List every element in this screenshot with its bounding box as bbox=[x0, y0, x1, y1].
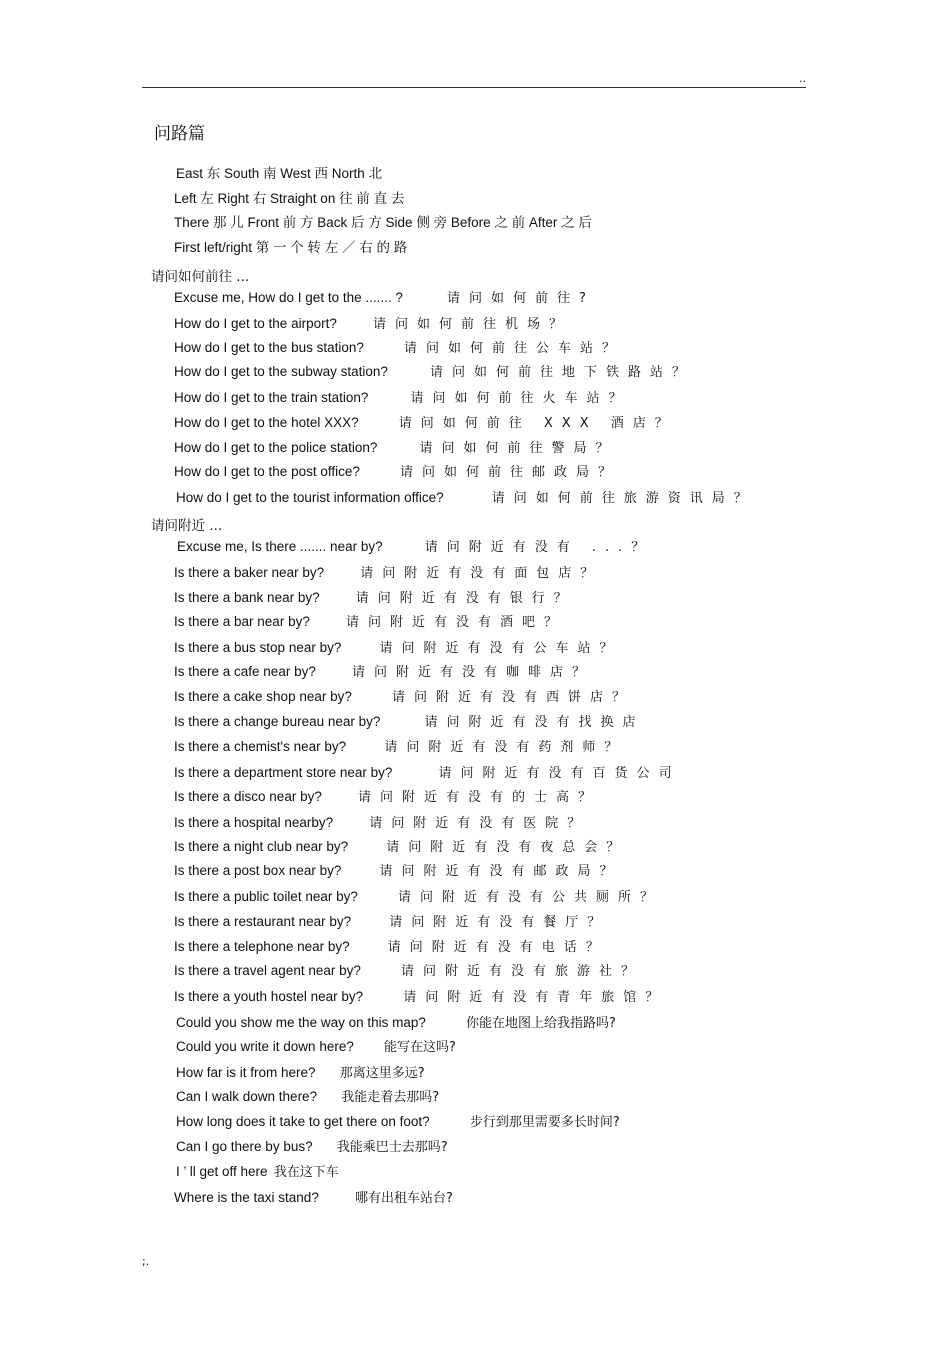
phrase-row bbox=[176, 1039, 456, 1056]
phrase-row bbox=[174, 316, 571, 333]
phrase-zh: 请问如何前往火车站？ bbox=[410, 391, 631, 406]
vocab-line: There 那 儿 Front 前 方 Back 后 方 Side 侧 旁 Before 之 前 After 之 后 bbox=[174, 215, 592, 230]
phrase-row bbox=[174, 789, 600, 806]
phrase-row bbox=[176, 1065, 425, 1082]
phrase-row bbox=[174, 340, 624, 357]
phrase-zh: 请问如何前往地下铁路站？ bbox=[430, 365, 695, 380]
phrase-zh: 请问附近有没有咖啡店？ bbox=[351, 665, 594, 680]
phrase-en: I ’ ll get off here bbox=[176, 1164, 268, 1179]
phrase-zh: 请问附近有没有公车站？ bbox=[379, 641, 622, 656]
phrase-zh: 请问如何前往邮政局？ bbox=[400, 465, 621, 480]
phrase-row bbox=[174, 863, 622, 880]
phrase-en: How do I get to the post office? bbox=[174, 464, 360, 479]
phrase-zh: 请问附近有没有邮政局？ bbox=[379, 864, 622, 879]
phrase-en: Is there a change bureau near by? bbox=[174, 714, 381, 729]
phrase-en: Excuse me, Is there ....... near by? bbox=[177, 539, 383, 554]
phrase-row bbox=[174, 815, 589, 832]
phrase-zh: 请问如何前往旅游资讯局？ bbox=[491, 491, 756, 506]
phrase-en: How do I get to the airport? bbox=[174, 316, 337, 331]
phrase-zh: 请问附近有没有面包店？ bbox=[360, 566, 603, 581]
phrase-zh: 请问如何前往 XXX 酒店？ bbox=[398, 416, 677, 431]
phrase-en: Is there a chemist's near by? bbox=[174, 739, 347, 754]
phrase-en: Is there a restaurant near by? bbox=[174, 914, 352, 929]
phrase-zh: 那离这里多远? bbox=[339, 1066, 425, 1081]
phrase-en: Is there a telephone near by? bbox=[174, 939, 350, 954]
phrase-zh: 你能在地图上给我指路吗? bbox=[466, 1016, 616, 1031]
phrase-en: How do I get to the train station? bbox=[174, 390, 369, 405]
vocab-line: East 东 South 南 West 西 North 北 bbox=[176, 166, 383, 181]
phrase-en: Is there a department store near by? bbox=[174, 765, 393, 780]
phrase-zh: 请问附近有没有 ...？ bbox=[424, 540, 654, 555]
phrase-zh: 请问如何前往? bbox=[447, 291, 595, 306]
phrase-row bbox=[176, 1015, 616, 1032]
phrase-row bbox=[174, 714, 645, 731]
section-heading-nearby: 请问附近 ... bbox=[151, 518, 223, 534]
phrase-zh: 请问附近有没有银行？ bbox=[355, 591, 576, 606]
vocab-line: First left/right 第 一 个 转 左 ／ 右 的 路 bbox=[174, 240, 408, 255]
phrase-en: Is there a baker near by? bbox=[174, 565, 325, 580]
phrase-en: How do I get to the police station? bbox=[174, 440, 378, 455]
phrase-zh: 请问附近有没有夜总会？ bbox=[386, 840, 629, 855]
phrase-row bbox=[176, 1089, 439, 1106]
page-title: 问路篇 bbox=[154, 124, 205, 144]
header-rule bbox=[142, 87, 806, 88]
phrase-en: Is there a post box near by? bbox=[174, 863, 342, 878]
phrase-zh: 步行到那里需要多长时间? bbox=[469, 1115, 620, 1130]
phrase-en: How do I get to the bus station? bbox=[174, 340, 364, 355]
phrase-zh: 我能走着去那吗? bbox=[341, 1090, 440, 1105]
phrase-zh: 请问附近有没有药剂师？ bbox=[384, 740, 627, 755]
phrase-en: Is there a bank near by? bbox=[174, 590, 320, 605]
phrase-row bbox=[174, 640, 622, 657]
phrase-en: Is there a cake shop near by? bbox=[174, 689, 352, 704]
phrase-row bbox=[174, 963, 643, 980]
phrase-en: Can I walk down there? bbox=[176, 1089, 318, 1104]
phrase-row bbox=[174, 415, 677, 432]
phrase-row bbox=[174, 290, 595, 307]
phrase-row bbox=[176, 490, 756, 507]
phrase-row bbox=[176, 1164, 339, 1181]
phrase-zh: 请问附近有没有医院？ bbox=[369, 816, 590, 831]
header-dots: .. bbox=[799, 72, 806, 85]
phrase-en: How do I get to the tourist information office? bbox=[176, 490, 444, 505]
phrase-zh: 我在这下车 bbox=[273, 1165, 339, 1180]
phrase-en: How do I get to the subway station? bbox=[174, 364, 388, 379]
phrase-en: Can I go there by bus? bbox=[176, 1139, 313, 1154]
phrase-en: Is there a hospital nearby? bbox=[174, 815, 334, 830]
phrase-row bbox=[174, 390, 631, 407]
phrase-row bbox=[174, 889, 662, 906]
phrase-row bbox=[174, 689, 634, 706]
phrase-en: Could you write it down here? bbox=[176, 1039, 354, 1054]
phrase-row bbox=[176, 1139, 448, 1156]
phrase-en: Could you show me the way on this map? bbox=[176, 1015, 426, 1030]
phrase-en: Where is the taxi stand? bbox=[174, 1190, 319, 1205]
phrase-row bbox=[174, 989, 667, 1006]
phrase-row bbox=[174, 939, 608, 956]
phrase-en: How long does it take to get there on foot? bbox=[176, 1114, 430, 1129]
phrase-en: Excuse me, How do I get to the ....... ? bbox=[174, 290, 403, 305]
phrase-zh: 请问附近有没有的士高？ bbox=[357, 790, 600, 805]
phrase-row bbox=[174, 914, 609, 931]
phrase-en: Is there a cafe near by? bbox=[174, 664, 316, 679]
phrase-en: How do I get to the hotel XXX? bbox=[174, 415, 359, 430]
phrase-en: Is there a bus stop near by? bbox=[174, 640, 342, 655]
phrase-zh: 请问附近有没有餐厅？ bbox=[389, 915, 610, 930]
phrase-zh: 请问如何前往公车站？ bbox=[404, 341, 625, 356]
phrase-row bbox=[174, 1190, 453, 1207]
phrase-row bbox=[176, 1114, 620, 1131]
phrase-row bbox=[174, 664, 594, 681]
phrase-zh: 请问附近有没有酒吧？ bbox=[345, 615, 566, 630]
phrase-row bbox=[174, 839, 628, 856]
phrase-en: Is there a public toilet near by? bbox=[174, 889, 358, 904]
phrase-en: Is there a night club near by? bbox=[174, 839, 349, 854]
phrase-zh: 请问附近有没有旅游社？ bbox=[401, 964, 644, 979]
phrase-en: Is there a youth hostel near by? bbox=[174, 989, 364, 1004]
section-heading-how-to-get: 请问如何前往 ... bbox=[151, 269, 250, 285]
phrase-zh: 请问附近有没有公共厕所？ bbox=[398, 890, 663, 905]
footer-mark: ;. bbox=[142, 1255, 150, 1268]
vocab-line: Left 左 Right 右 Straight on 往 前 直 去 bbox=[174, 191, 405, 206]
phrase-row bbox=[174, 464, 620, 481]
phrase-row bbox=[174, 364, 694, 381]
phrase-row bbox=[174, 739, 626, 756]
phrase-en: Is there a travel agent near by? bbox=[174, 963, 361, 978]
phrase-row bbox=[174, 614, 566, 631]
phrase-zh: 请问附近有没有西饼店？ bbox=[392, 690, 635, 705]
phrase-row bbox=[174, 565, 602, 582]
phrase-zh: 请问如何前往机场？ bbox=[372, 317, 571, 332]
phrase-zh: 请问如何前往警局？ bbox=[419, 441, 618, 456]
phrase-zh: 请问附近有没有找换店 bbox=[424, 715, 645, 730]
phrase-zh: 我能乘巴士去那吗? bbox=[336, 1140, 448, 1155]
phrase-en: How far is it from here? bbox=[176, 1065, 316, 1080]
phrase-row bbox=[177, 539, 653, 556]
phrase-en: Is there a disco near by? bbox=[174, 789, 322, 804]
phrase-en: Is there a bar near by? bbox=[174, 614, 310, 629]
phrase-zh: 请问附近有没有电话？ bbox=[387, 940, 608, 955]
phrase-row bbox=[174, 765, 681, 782]
phrase-zh: 请问附近有没有百货公司 bbox=[438, 766, 681, 781]
phrase-row bbox=[174, 440, 618, 457]
phrase-zh: 能写在这吗? bbox=[384, 1040, 456, 1055]
phrase-zh: 请问附近有没有青年旅馆？ bbox=[403, 990, 668, 1005]
phrase-row bbox=[174, 590, 576, 607]
phrase-zh: 哪有出租车站台? bbox=[354, 1191, 453, 1206]
